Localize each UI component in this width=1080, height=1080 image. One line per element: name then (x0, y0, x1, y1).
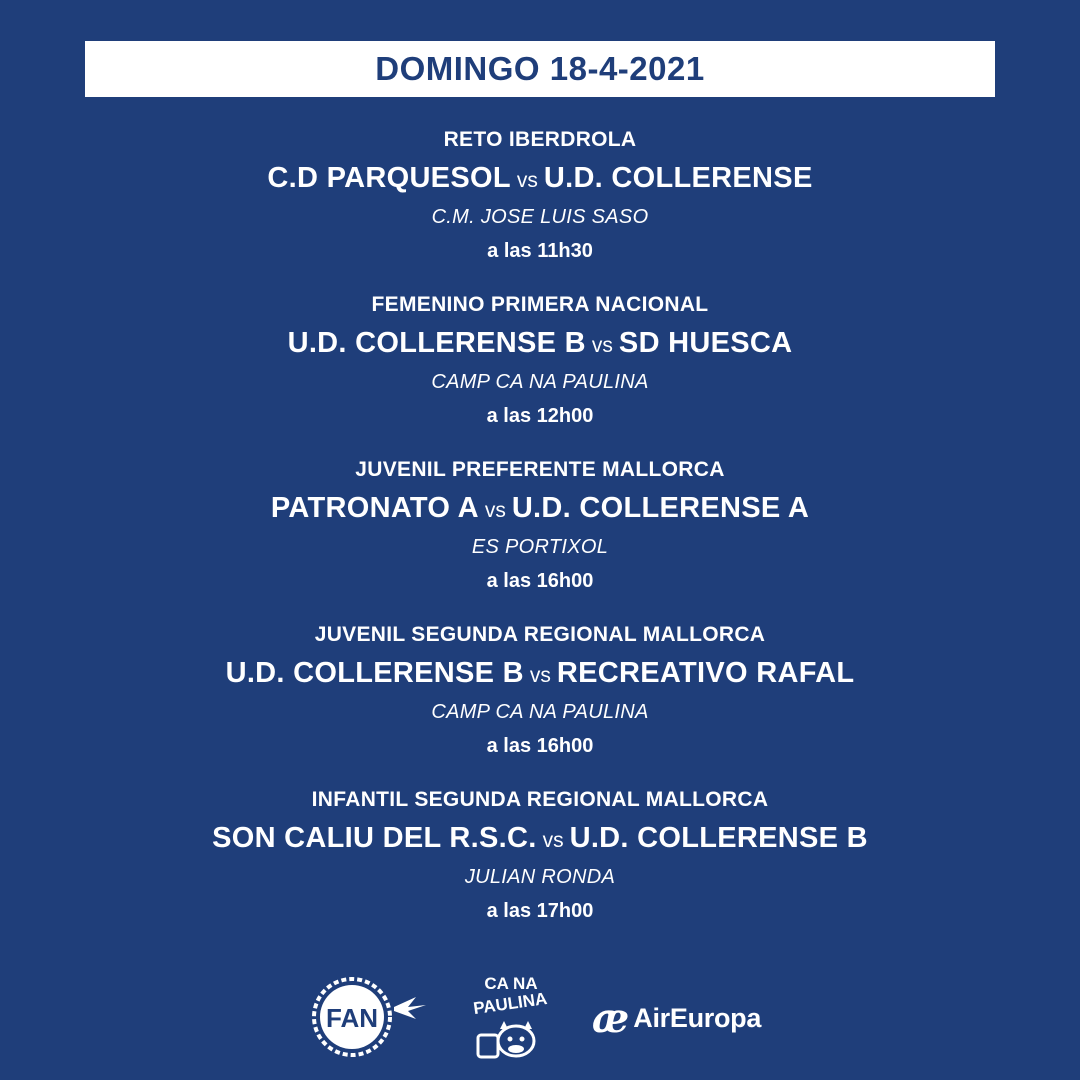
away-team: RECREATIVO RAFAL (556, 657, 855, 689)
away-team: U.D. COLLERENSE A (511, 492, 810, 524)
match-item (0, 780, 1080, 945)
vs-label: vs (529, 664, 551, 687)
match-list (0, 120, 1080, 945)
match-teams (0, 822, 1080, 855)
competition-name: JUVENIL PREFERENTE MALLORCA (355, 458, 725, 481)
match-time: a las 17h00 (486, 900, 594, 922)
ca-na-paulina-logo (466, 969, 556, 1065)
home-team: U.D. COLLERENSE B (225, 657, 524, 689)
match-teams (0, 162, 1080, 195)
page-title: DOMINGO 18-4-2021 (375, 50, 705, 87)
match-item (0, 285, 1080, 450)
vs-label: vs (516, 169, 538, 192)
air-europa-text: AirEuropa (633, 1002, 762, 1033)
match-teams (0, 657, 1080, 690)
fan-logo (312, 977, 432, 1057)
match-venue: ES PORTIXOL (471, 536, 609, 558)
sponsor-logos (0, 965, 1080, 1065)
away-team: SD HUESCA (618, 327, 793, 359)
competition-name: RETO IBERDROLA (443, 128, 637, 151)
vs-label: vs (484, 499, 506, 522)
vs-label: vs (542, 829, 564, 852)
match-time: a las 16h00 (486, 570, 594, 592)
match-venue: JULIAN RONDA (464, 866, 616, 888)
fan-logo-text: FAN (326, 1003, 378, 1033)
match-venue: C.M. JOSE LUIS SASO (431, 206, 649, 228)
away-team: U.D. COLLERENSE (543, 162, 813, 194)
vs-label: vs (591, 334, 613, 357)
match-venue: CAMP CA NA PAULINA (431, 371, 649, 393)
match-time: a las 11h30 (487, 240, 593, 262)
cnp-line1: CA NA (484, 974, 538, 993)
competition-name: INFANTIL SEGUNDA REGIONAL MALLORCA (311, 788, 769, 811)
match-item (0, 120, 1080, 285)
air-europa-logo (592, 995, 772, 1041)
away-team: U.D. COLLERENSE B (569, 822, 868, 854)
match-item (0, 450, 1080, 615)
home-team: SON CALIU DEL R.S.C. (212, 822, 537, 854)
air-europa-mark: æ (592, 994, 630, 1042)
match-venue: CAMP CA NA PAULINA (431, 701, 649, 723)
competition-name: JUVENIL SEGUNDA REGIONAL MALLORCA (314, 623, 766, 646)
home-team: U.D. COLLERENSE B (287, 327, 586, 359)
match-teams (0, 327, 1080, 360)
match-teams (0, 492, 1080, 525)
match-item (0, 615, 1080, 780)
match-time: a las 12h00 (486, 405, 594, 427)
date-header (85, 41, 995, 97)
match-time: a las 16h00 (486, 735, 594, 757)
home-team: PATRONATO A (270, 492, 479, 524)
competition-name: FEMENINO PRIMERA NACIONAL (371, 293, 709, 316)
home-team: C.D PARQUESOL (267, 162, 511, 194)
cnp-line2: PAULINA (472, 988, 549, 1019)
